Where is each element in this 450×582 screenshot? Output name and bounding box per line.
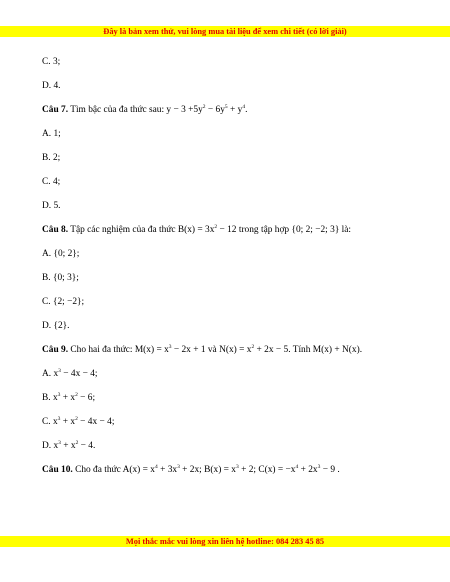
preview-banner (0, 26, 450, 37)
exponent: 3 (177, 464, 180, 470)
question-8-text: Tập các nghiệm của đa thức B(x) = 3x (68, 225, 215, 235)
question-9-option-b (42, 392, 95, 404)
question-7-option-d: D. 5. (42, 201, 61, 211)
option-text: − 4. (78, 441, 96, 451)
hotline-banner (0, 536, 450, 547)
question-7-option-c: C. 4; (42, 177, 61, 187)
question-9 (42, 344, 362, 356)
question-9-option-c (42, 416, 114, 428)
question-9-text: + 2x − 5. Tính M(x) + N(x). (254, 345, 363, 355)
hotline-banner-text: Mọi thắc mắc vui lòng xin liên hệ hotline: 084 283 45 85 (125, 537, 325, 546)
question-9-option-d (42, 440, 95, 452)
exponent: 3 (57, 416, 61, 422)
exponent: 2 (202, 104, 206, 110)
option-text: + x (60, 393, 76, 403)
question-8-option-a: A. {0; 2}; (42, 249, 80, 259)
preview-banner-text: Đây là bản xem thử, vui lòng mua tài liệu để xem chi tiết (có lời giải) (103, 27, 347, 36)
exponent: 3 (58, 440, 61, 446)
question-9-option-a (42, 368, 98, 380)
exponent: 3 (235, 464, 239, 470)
question-7 (42, 104, 247, 116)
question-7-text: Tìm bậc của đa thức sau: y − 3 +5y (68, 105, 203, 115)
exponent: 2 (75, 392, 78, 398)
question-10-text: Cho đa thức A(x) = x (72, 465, 155, 475)
exponent: 3 (58, 368, 61, 374)
option-text: A. x (42, 369, 59, 379)
question-9-text: − 2x + 1 và N(x) = x (171, 345, 252, 355)
exponent: 3 (168, 344, 172, 350)
question-8 (42, 224, 351, 236)
exponent: 3 (317, 464, 321, 470)
option-text: B. x (42, 393, 58, 403)
exponent: 2 (251, 344, 255, 350)
question-8-option-c: C. {2; −2}; (42, 297, 85, 307)
exponent: 3 (57, 392, 61, 398)
question-7-text: − 6y (205, 105, 225, 115)
option-text: − 4x − 4; (60, 369, 98, 379)
question-10-text: + 3x (157, 465, 178, 475)
question-9-label: Câu 9. (42, 345, 69, 355)
question-8-label: Câu 8. (42, 225, 69, 235)
question-10 (42, 464, 340, 476)
question-10-text: + 2x (298, 465, 318, 475)
option-d-prev: D. 4. (42, 81, 61, 91)
option-c-prev: C. 3; (42, 57, 61, 67)
option-text: − 6; (77, 393, 96, 403)
option-text: D. x (42, 441, 59, 451)
question-7-option-a: A. 1; (42, 129, 61, 139)
question-8-option-d: D. {2}. (42, 321, 70, 331)
question-10-text: + 2x; B(x) = x (179, 465, 236, 475)
option-text: C. x (42, 417, 58, 427)
question-7-text: + y (227, 105, 243, 115)
question-7-text: . (245, 105, 248, 115)
option-text: + x (60, 441, 76, 451)
exponent: 5 (224, 104, 228, 110)
exponent: 2 (75, 440, 79, 446)
question-10-text: − 9 . (320, 465, 340, 475)
exponent: 4 (295, 464, 299, 470)
question-9-text: Cho hai đa thức: M(x) = x (68, 345, 169, 355)
question-8-text: − 12 trong tập hợp {0; 2; −2; 3} là: (217, 225, 352, 235)
question-10-label: Câu 10. (42, 465, 73, 475)
exponent: 4 (154, 464, 158, 470)
exponent: 4 (242, 104, 246, 110)
question-8-option-b: B. {0; 3}; (42, 273, 79, 283)
exponent: 2 (214, 224, 218, 230)
exponent: 2 (75, 416, 78, 422)
option-text: − 4x − 4; (77, 417, 115, 427)
question-7-option-b: B. 2; (42, 153, 61, 163)
option-text: + x (60, 417, 76, 427)
question-7-label: Câu 7. (42, 105, 69, 115)
question-10-text: + 2; C(x) = −x (238, 465, 296, 475)
